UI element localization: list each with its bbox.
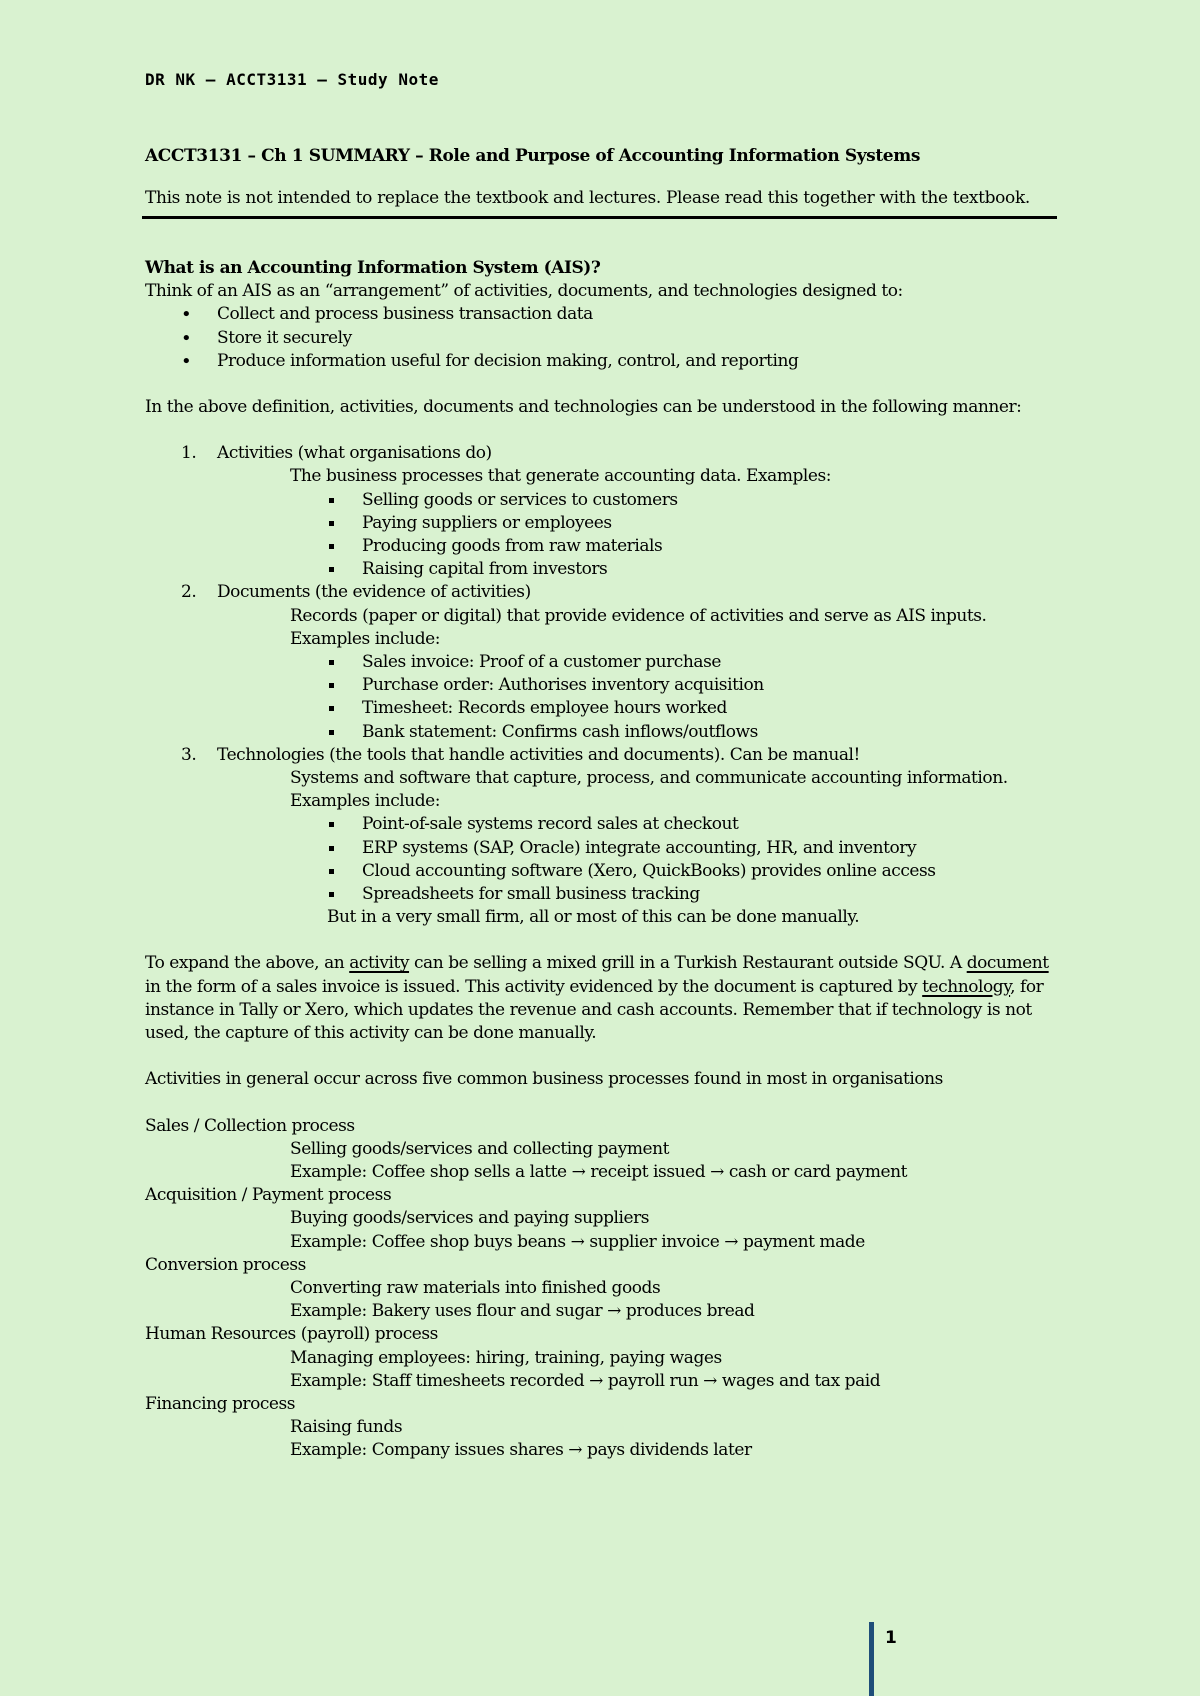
ais-heading: What is an Accounting Information System (AIS)? <box>145 258 601 278</box>
list-item-activities <box>145 442 1057 465</box>
document-title: ACCT3131 – Ch 1 SUMMARY – Role and Purpose of Accounting Information Systems <box>145 146 920 166</box>
list-item-documents <box>145 581 1057 604</box>
page-number-bar <box>869 1622 874 1696</box>
intro-note: This note is not intended to replace the textbook and lectures. Please read this together with the textbook. <box>145 188 1030 208</box>
example-item: Spreadsheets for small business tracking <box>145 883 1057 906</box>
list-number: 3. <box>181 744 197 765</box>
process-description: Buying goods/services and paying suppliers <box>290 1208 650 1229</box>
underlined-document: document <box>966 953 1049 974</box>
process-example: Example: Company issues shares → pays dividends later <box>290 1440 752 1461</box>
list-item-title: Activities (what organisations do) <box>217 443 492 464</box>
list-item-technologies <box>145 744 1057 767</box>
example-item: Bank statement: Confirms cash inflows/outflows <box>145 721 1057 744</box>
ais-bullet: • Store it securely <box>145 327 1057 350</box>
list-item-description: Records (paper or digital) that provide evidence of activities and serve as AIS inputs. <box>290 605 987 626</box>
process-name: Acquisition / Payment process <box>145 1185 392 1206</box>
process-name: Financing process <box>145 1393 296 1414</box>
processes-intro: Activities in general occur across five common business processes found in most in organisations <box>145 1069 943 1090</box>
example-item: Timesheet: Records employee hours worked <box>145 697 1057 720</box>
process-name: Conversion process <box>145 1254 306 1275</box>
example-item: Raising capital from investors <box>145 558 1057 581</box>
process-example: Example: Staff timesheets recorded → payroll run → wages and tax paid <box>290 1370 881 1391</box>
example-item: Cloud accounting software (Xero, QuickBooks) provides online access <box>145 860 1057 883</box>
ais-bullet: • Produce information useful for decision making, control, and reporting <box>145 350 1057 373</box>
example-item: Point-of-sale systems record sales at checkout <box>145 813 1057 836</box>
list-item-description: Systems and software that capture, process, and communicate accounting information. <box>290 768 1008 789</box>
process-name: Human Resources (payroll) process <box>145 1324 438 1345</box>
process-example: Example: Coffee shop sells a latte → receipt issued → cash or card payment <box>290 1161 907 1182</box>
ais-lead: Think of an AIS as an “arrangement” of activities, documents, and technologies designed to: <box>145 281 903 302</box>
example-item: Sales invoice: Proof of a customer purchase <box>145 651 1057 674</box>
expand-paragraph: To expand the above, an activity can be selling a mixed grill in a Turkish Restaurant outside SQU. A document in the form of a sales invoice is issued. This activity evidenced by the document is captured by technology, for instance in Tally or Xero, which updates the revenue and cash accounts. Remember that if technology is not used, the capture of this activity can be done manually. <box>145 953 1049 1044</box>
example-item: Selling goods or services to customers <box>145 489 1057 512</box>
process-name: Sales / Collection process <box>145 1115 355 1136</box>
list-number: 2. <box>181 582 197 603</box>
document-body <box>145 257 1057 1463</box>
list-item-description: Examples include: <box>290 628 441 649</box>
process-description: Selling goods/services and collecting payment <box>290 1138 670 1159</box>
process-description: Converting raw materials into finished goods <box>290 1277 661 1298</box>
list-item-description: Examples include: <box>290 791 441 812</box>
list-item-title: Documents (the evidence of activities) <box>217 582 531 603</box>
example-item: Producing goods from raw materials <box>145 535 1057 558</box>
ais-definition: In the above definition, activities, documents and technologies can be understood in the following manner: <box>145 397 1022 418</box>
page-header: DR NK – ACCT3131 – Study Note <box>145 70 439 89</box>
process-description: Raising funds <box>290 1417 403 1438</box>
list-item-description: The business processes that generate accounting data. Examples: <box>290 466 832 487</box>
process-description: Managing employees: hiring, training, paying wages <box>290 1347 722 1368</box>
example-item: ERP systems (SAP, Oracle) integrate accounting, HR, and inventory <box>145 837 1057 860</box>
title-divider <box>142 216 1057 219</box>
technologies-note: But in a very small firm, all or most of this can be done manually. <box>327 907 860 928</box>
example-item: Paying suppliers or employees <box>145 512 1057 535</box>
page-number: 1 <box>885 1628 897 1648</box>
process-example: Example: Coffee shop buys beans → supplier invoice → payment made <box>290 1231 865 1252</box>
list-item-title: Technologies (the tools that handle activities and documents). Can be manual! <box>217 744 860 765</box>
process-example: Example: Bakery uses flour and sugar → produces bread <box>290 1301 755 1322</box>
ais-bullet: • Collect and process business transaction data <box>145 303 1057 326</box>
example-item: Purchase order: Authorises inventory acquisition <box>145 674 1057 697</box>
underlined-technology: technology <box>922 976 1011 997</box>
underlined-activity: activity <box>349 953 410 974</box>
list-number: 1. <box>181 443 197 464</box>
